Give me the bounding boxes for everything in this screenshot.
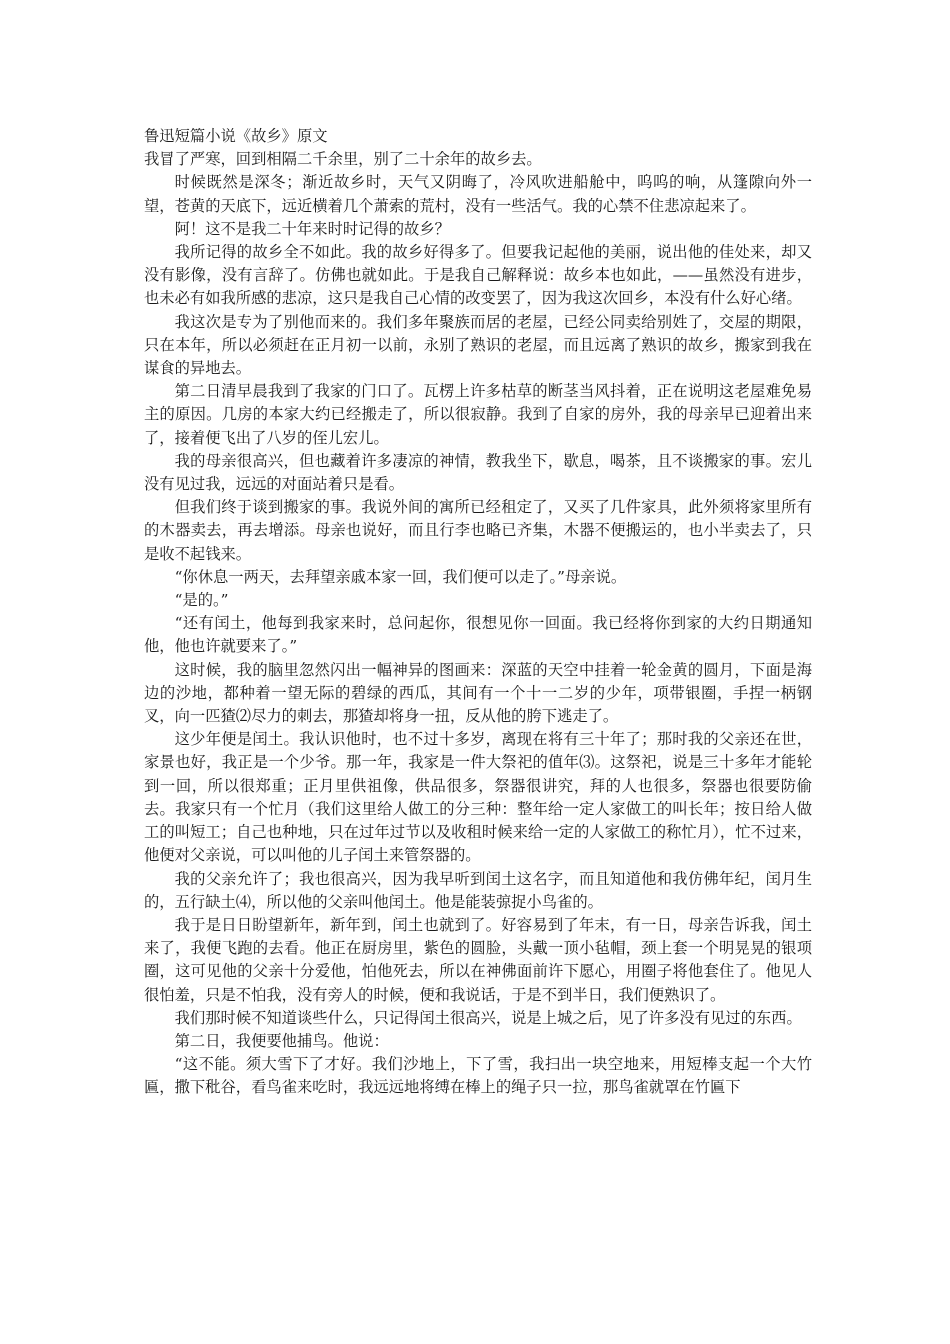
- paragraph: 第二日，我便要他捕鸟。他说：: [174, 1031, 389, 1050]
- paragraph: “还有闰土，他每到我家来时，总问起你，很想见你一回面。我已经将你到家的大约日期通知他，他也许就要来了。”: [144, 614, 812, 656]
- paragraph: 我冒了严寒，回到相隔二千余里，别了二十余年的故乡去。: [144, 150, 542, 169]
- paragraph: 我的母亲很高兴，但也藏着许多凄凉的神情，教我坐下，歇息，喝茶，且不谈搬家的事。宏儿没有见过我，远远的对面站着只是看。: [144, 451, 812, 494]
- paragraph: 我所记得的故乡全不如此。我的故乡好得多了。但要我记起他的美丽，说出他的佳处来，却又没有影像，没有言辞了。仿佛也就如此。于是我自己解释说：故乡本也如此，——虽然没有进步，也未必有如我所感的悲凉，这只是我自己心情的改变罢了，因为我这次回乡，本没有什么好心绪。: [144, 243, 812, 308]
- paragraph: 时候既然是深冬；渐近故乡时，天气又阴晦了，冷风吹进船舱中，呜呜的响，从篷隙向外一望，苍黄的天底下，远近横着几个萧索的荒村，没有一些活气。我的心禁不住悲凉起来了。: [144, 173, 812, 215]
- paragraph: 但我们终于谈到搬家的事。我说外间的寓所已经租定了，又买了几件家具，此外须将家里所有的木器卖去，再去增添。母亲也说好，而且行李也略已齐集，木器不便搬运的，也小半卖去了，只是收不起钱来。: [144, 498, 812, 563]
- paragraph: 阿！这不是我二十年来时时记得的故乡？: [174, 219, 450, 238]
- paragraph: “这不能。须大雪下了才好。我们沙地上，下了雪，我扫出一块空地来，用短棒支起一个大竹匾，撒下秕谷，看鸟雀来吃时，我远远地将缚在棒上的绳子只一拉，那鸟雀就罩在竹匾下: [144, 1055, 812, 1097]
- paragraph: 我的父亲允许了；我也很高兴，因为我早听到闰土这名字，而且知道他和我仿佛年纪，闰月生的，五行缺土⑷，所以他的父亲叫他闰土。他是能装弶捉小鸟雀的。: [144, 869, 812, 911]
- paragraph: “是的。”: [174, 591, 229, 610]
- paragraph: 我们那时候不知道谈些什么，只记得闰土很高兴，说是上城之后，见了许多没有见过的东西。: [174, 1008, 802, 1027]
- paragraph: 我于是日日盼望新年，新年到，闰土也就到了。好容易到了年末，有一日，母亲告诉我，闰土来了，我便飞跑的去看。他正在厨房里，紫色的圆脸，头戴一顶小毡帽，颈上套一个明晃晃的银项圈，这可见他的父亲十分爱他，怕他死去，所以在神佛面前许下愿心，用圈子将他套住了。他见人很怕羞，只是不怕我，没有旁人的时候，便和我说话，于是不到半日，我们便熟识了。: [144, 915, 812, 1004]
- document-body: [144, 148, 812, 1099]
- paragraph: 第二日清早晨我到了我家的门口了。瓦楞上许多枯草的断茎当风抖着，正在说明这老屋难免易主的原因。几房的本家大约已经搬走了，所以很寂静。我到了自家的房外，我的母亲早已迎着出来了，接着便飞出了八岁的侄儿宏儿。: [144, 382, 812, 447]
- paragraph: “你休息一两天，去拜望亲戚本家一回，我们便可以走了。”母亲说。: [174, 567, 627, 586]
- paragraph: 我这次是专为了别他而来的。我们多年聚族而居的老屋，已经公同卖给别姓了，交屋的期限，只在本年，所以必须赶在正月初一以前，永别了熟识的老屋，而且远离了熟识的故乡，搬家到我在谋食的异地去。: [144, 312, 812, 378]
- paragraph: 这时候，我的脑里忽然闪出一幅神异的图画来：深蓝的天空中挂着一轮金黄的圆月，下面是海边的沙地，都种着一望无际的碧绿的西瓜，其间有一个十一二岁的少年，项带银圈，手捏一柄钢叉，向一匹猹⑵尽力的刺去，那猹却将身一扭，反从他的胯下逃走了。: [144, 660, 812, 726]
- document-title: 鲁迅短篇小说《故乡》原文: [144, 127, 328, 145]
- paragraph: 这少年便是闰土。我认识他时，也不过十多岁，离现在将有三十年了；那时我的父亲还在世，家景也好，我正是一个少爷。那一年，我家是一件大祭祀的值年⑶。这祭祀，说是三十多年才能轮到一回，所以很郑重；正月里供祖像，供品很多，祭器很讲究，拜的人也很多，祭器也很要防偷去。我家只有一个忙月（我们这里给人做工的分三种：整年给一定人家做工的叫长年；按日给人做工的叫短工；自己也种地，只在过年过节以及收租时候来给一定的人家做工的称忙月），忙不过来，他便对父亲说，可以叫他的儿子闰土来管祭器的。: [144, 730, 812, 865]
- document-page: [144, 125, 812, 1100]
